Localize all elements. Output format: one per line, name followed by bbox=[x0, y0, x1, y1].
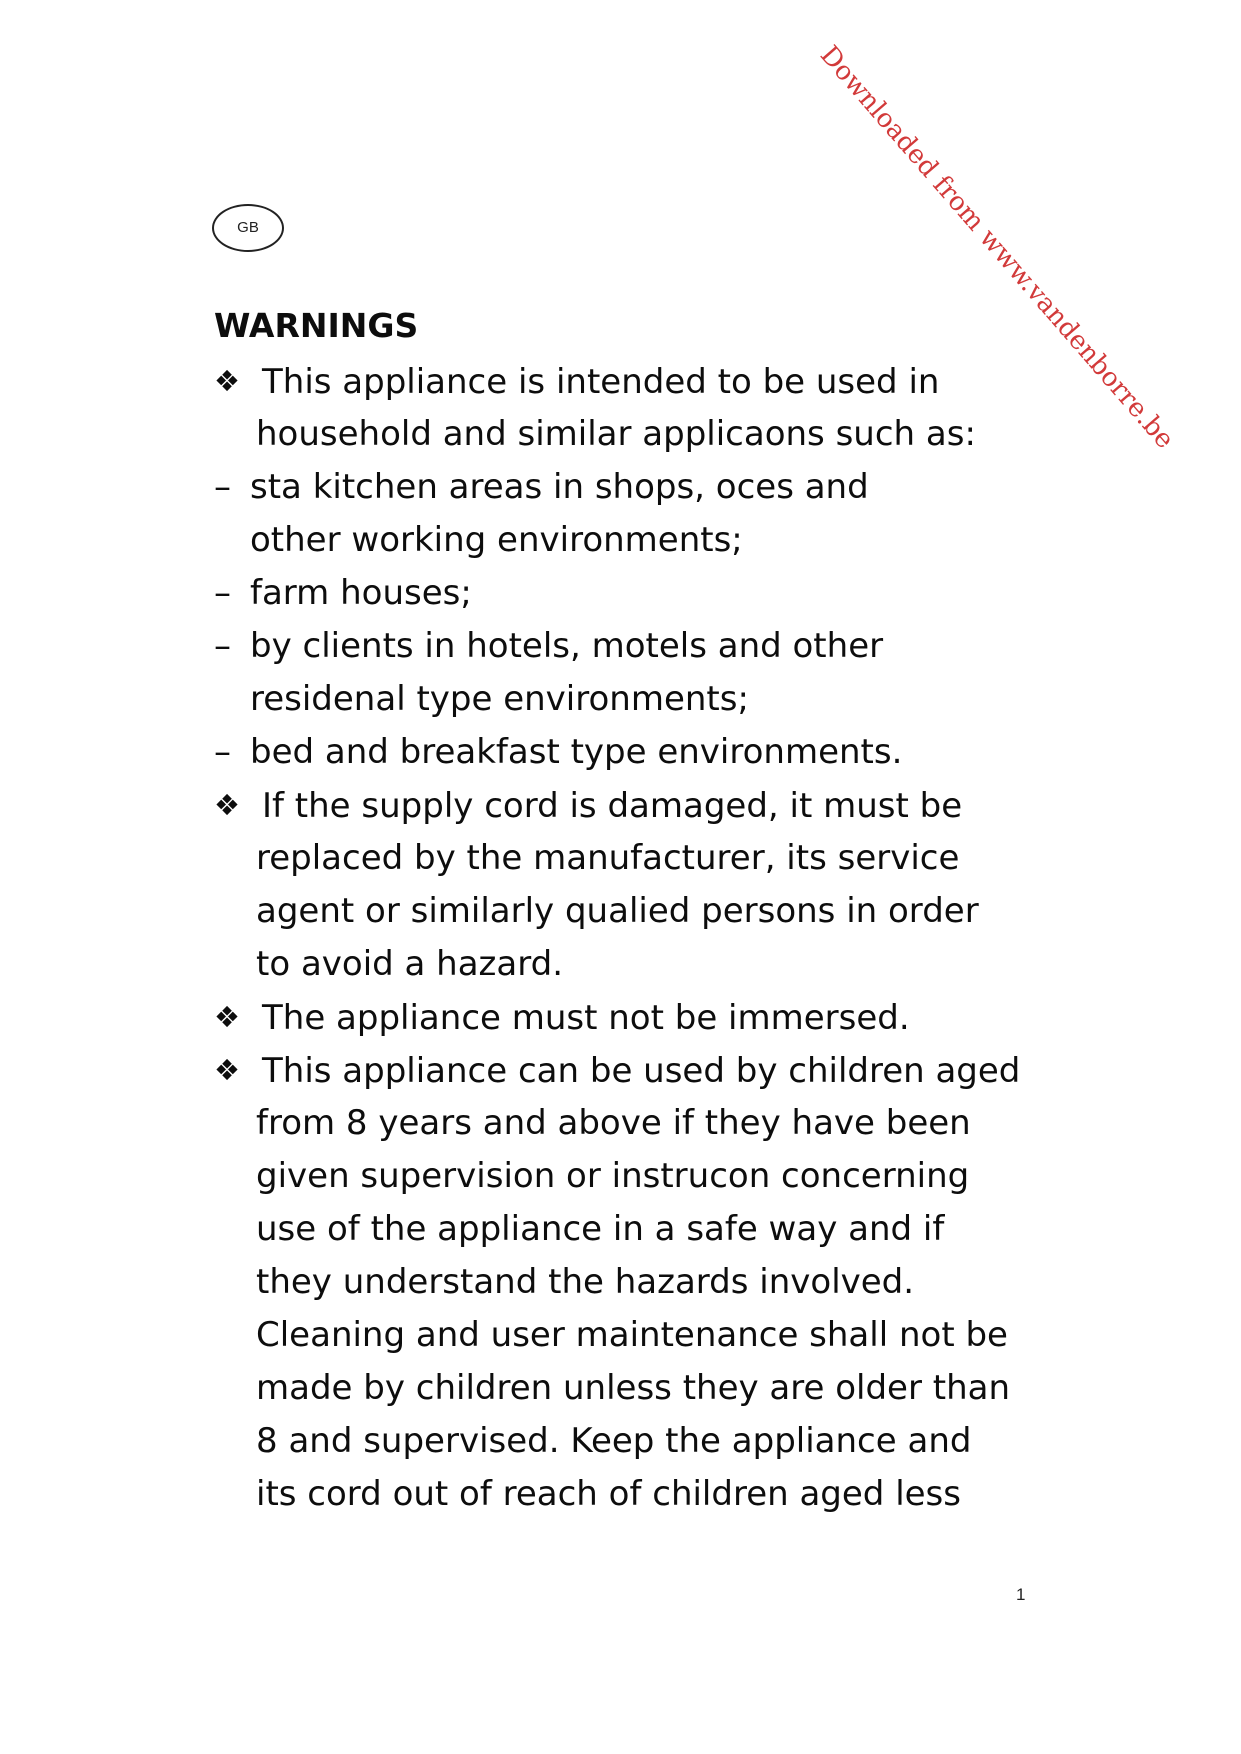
list-item: ❖ This appliance is intended to be used in bbox=[214, 355, 1114, 408]
dash-icon: – bbox=[214, 573, 231, 613]
bullet-icon: ❖ bbox=[214, 1000, 240, 1034]
list-item: ❖ If the supply cord is damaged, it must be bbox=[214, 779, 1114, 832]
list-item-continuation: made by children unless they are older than bbox=[256, 1368, 1011, 1408]
warnings-list bbox=[214, 355, 1114, 1521]
sub-list-item: – bed and breakfast type environments. bbox=[214, 726, 1114, 779]
list-item-continuation: Cleaning and user maintenance shall not be bbox=[256, 1315, 1008, 1355]
list-item-continuation: to avoid a hazard. bbox=[256, 944, 564, 984]
list-item-continuation: household and similar applicaons such as: bbox=[256, 414, 976, 454]
list-item-continuation: agent or similarly qualied persons in order bbox=[256, 891, 979, 931]
sub-list-item: – farm houses; bbox=[214, 567, 1114, 620]
list-item-continuation: 8 and supervised. Keep the appliance and bbox=[256, 1421, 972, 1461]
list-item-continuation: replaced by the manufacturer, its service bbox=[256, 838, 960, 878]
list-item-continuation: they understand the hazards involved. bbox=[256, 1262, 915, 1302]
list-item-continuation: given supervision or instrucon concerning bbox=[256, 1156, 970, 1196]
sub-list-item-continuation: other working environments; bbox=[250, 520, 743, 560]
bullet-icon: ❖ bbox=[214, 364, 240, 398]
dash-icon: – bbox=[214, 467, 231, 507]
language-badge: GB bbox=[212, 204, 284, 252]
list-item-continuation: its cord out of reach of children aged less bbox=[256, 1474, 961, 1514]
bullet-icon: ❖ bbox=[214, 1053, 240, 1087]
download-watermark: Downloaded from www.vandenborre.be bbox=[813, 40, 1180, 455]
page-number: 1 bbox=[1016, 1585, 1026, 1604]
section-heading: WARNINGS bbox=[214, 306, 419, 345]
sub-list-item-continuation: residenal type environments; bbox=[250, 679, 749, 719]
list-item: ❖ This appliance can be used by children aged bbox=[214, 1044, 1114, 1097]
list-item-continuation: use of the appliance in a safe way and if bbox=[256, 1209, 945, 1249]
dash-icon: – bbox=[214, 732, 231, 772]
list-item: ❖ The appliance must not be immersed. bbox=[214, 991, 1114, 1044]
list-item-continuation: from 8 years and above if they have been bbox=[256, 1103, 971, 1143]
bullet-icon: ❖ bbox=[214, 788, 240, 822]
dash-icon: – bbox=[214, 626, 231, 666]
sub-list-item: – sta kitchen areas in shops, oces and bbox=[214, 461, 1114, 514]
sub-list-item: – by clients in hotels, motels and other bbox=[214, 620, 1114, 673]
